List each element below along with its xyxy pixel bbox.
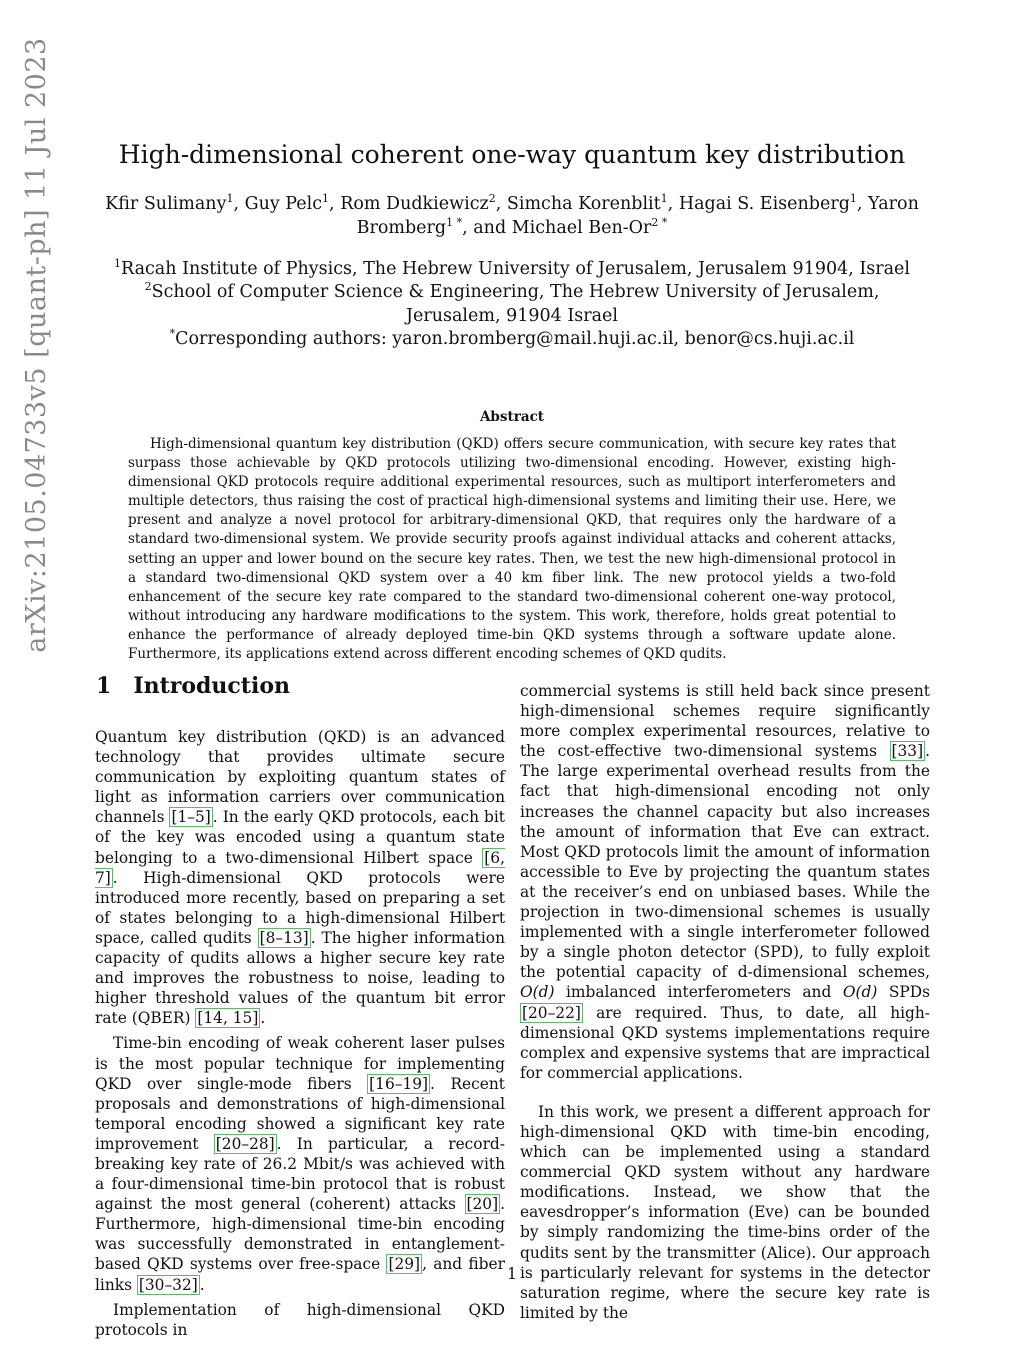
paragraph — [95, 727, 505, 1028]
citation-link[interactable]: [14, 15] — [197, 1009, 259, 1028]
citation-link[interactable]: [20] — [466, 1195, 499, 1214]
author-affil-mark: 2 — [488, 192, 496, 206]
affiliation-mark: 1 — [114, 257, 121, 271]
affiliations — [100, 258, 924, 351]
paragraph-text: Implementation of high-dimensional QKD protocols in — [95, 1300, 505, 1339]
author-name: Hagai S. Eisenberg — [678, 194, 850, 214]
author-affil-mark: 1 — [322, 192, 330, 206]
author-affil-mark: 1 — [660, 192, 668, 206]
paragraph-text: . In particular, a record-breaking key rate of 26.2 Mbit/s was achieved with a four-dimensional time-bin protocol that is robust against the most general (coherent) attacks — [95, 1134, 505, 1214]
corresponding-authors — [100, 328, 924, 351]
paragraph-text: commercial systems is still held back since present high-dimensional schemes require significantly more complex experimental resources, relative to the cost-effective two-dimensional systems — [520, 682, 930, 761]
citation-link[interactable]: [8–13] — [259, 928, 309, 947]
paragraph-text: Time-bin encoding of weak coherent laser pulses is the most popular technique for implementing QKD over single-mode fibers — [95, 1034, 505, 1093]
paragraph-text: are required. Thus, to date, all high-dimensional QKD systems implementations require complex and expensive systems that are impractical for commercial applications. — [520, 1003, 930, 1082]
affiliation-text: Racah Institute of Physics, The Hebrew University of Jerusalem, Jerusalem 91904, Israel — [121, 259, 910, 279]
page-number: 1 — [507, 1265, 517, 1283]
author-affil-mark: 1 — [849, 192, 857, 206]
author-name: Guy Pelc — [244, 194, 323, 214]
author-name: Simcha Korenblit — [506, 194, 661, 214]
citation-link[interactable]: [6, 7] — [95, 848, 505, 887]
affiliation-1 — [100, 258, 924, 281]
math-expression: O(d) — [842, 983, 878, 1002]
paragraph-text: . The large experimental overhead results from the fact that high-dimensional encoding not only increases the channel capacity but also increases the amount of information that Eve can extract. Most QKD protocols limit the amount of information accessible to Eve by projecting the quantum states at the receiver’s end on unbiased bases. While the projection in two-dimensional schemes is usually implemented with a single interferometer followed by a single photon detector (SPD), to fully exploit the potential capacity of d-dimensional schemes, — [520, 742, 930, 982]
citation-link[interactable]: [29] — [388, 1255, 421, 1274]
paragraph-text: Quantum key distribution (QKD) is an advanced technology that provides ultimate secure communication by exploiting quantum states of light as information carriers over communication channels — [95, 728, 505, 827]
citation-link[interactable]: [20–22] — [522, 1003, 581, 1022]
arxiv-stamp-text: arXiv:2105.04733v5 [quant-ph] 11 Jul 2023 — [21, 37, 52, 653]
paragraph — [95, 1033, 505, 1294]
paragraph-text: . High-dimensional QKD protocols were introduced more recently, based on preparing a set of states belonging to a high-dimensional Hilbert space, called qudits — [95, 868, 505, 947]
section-title: Introduction — [133, 673, 290, 699]
paragraph-text: In this work, we present a different approach for high-dimensional QKD with time-bin encoding, which can be implemented using a standard commercial QKD system without any hardware modifications. Instead, we show that the eavesdropper’s information (Eve) can be bounded by simply randomizing the time-bins order of the qudits sent by the transmitter (Alice). Our approach is particularly relevant for systems in the detector saturation regime, where the secure key rate is limited by the — [520, 1102, 930, 1322]
paragraph-text: . In the early QKD protocols, each bit of the key was encoded using a quantum state belonging to a two-dimensional Hilbert space — [95, 808, 505, 867]
affiliation-text: School of Computer Science & Engineering, The Hebrew University of Jerusalem, Jerusalem, 91904 Israel — [151, 282, 880, 326]
paragraph — [520, 681, 930, 1083]
citation-link[interactable]: [16–19] — [369, 1074, 429, 1093]
paragraph-text: . Furthermore, high-dimensional time-bin encoding was successfully demonstrated in entanglement-based QKD systems over free-space — [95, 1195, 505, 1274]
section-number: 1 — [96, 673, 112, 699]
author-affil-mark: 1 * — [446, 215, 463, 229]
author-affil-mark: 1 — [226, 192, 234, 206]
author-list: Kfir Sulimany$^1$, Guy Pelc$^1$, Rom Dudkiewicz$^2$, Simcha Korenblit$^1$, Hagai S. Eisenberg$^1$, Yaron Bromberg$^{1 *}$, and Michael Ben-$Or^{2 *}$ — [105, 192, 919, 238]
author-name: Yaron Bromberg — [356, 194, 919, 238]
math-expression: O(d) — [520, 983, 555, 1002]
paragraph-text: . The higher information capacity of qudits allows a higher secure key rate and improves the robustness to noise, leading to higher threshold values of the quantum bit error rate (QBER) — [95, 928, 505, 1028]
paragraph-gap — [520, 1088, 930, 1102]
paragraph-text: . Recent proposals and demonstrations of high-dimensional temporal encoding showed a significant key rate improvement — [95, 1074, 505, 1153]
paragraph-text: . — [260, 1009, 266, 1028]
arxiv-stamp — [23, 35, 50, 655]
author-affil-mark: 2 * — [651, 215, 668, 229]
author-name: Rom Dudkiewicz — [340, 194, 489, 214]
citation-link[interactable]: [20–28] — [215, 1134, 275, 1153]
author-name: Kfir Sulimany — [105, 194, 227, 214]
right-column — [520, 681, 930, 1328]
abstract-body: High-dimensional quantum key distribution (QKD) offers secure communication, with secure key rates that surpass those achievable by QKD protocols utilizing two-dimensional encoding. However, existing high-dimensional QKD protocols require additional experimental resources, such as multiport interferometers and multiple detectors, thus raising the cost of practical high-dimensional systems and limiting their use. Here, we present and analyze a novel protocol for arbitrary-dimensional QKD, that requires only the hardware of a standard two-dimensional system. We provide security proofs against individual attacks and coherent attacks, setting an upper and lower bound on the secure key rates. Then, we test the new high-dimensional protocol in a standard two-dimensional QKD system over a 40 km fiber link. The new protocol yields a two-fold enhancement of the secure key rate compared to the standard two-dimensional coherent one-way protocol, without introducing any hardware modifications to the system. This work, therefore, holds great potential to enhance the performance of already deployed time-bin QKD systems through a software update alone. Furthermore, its applications extend across different encoding schemes of QKD qudits. — [128, 436, 896, 663]
citation-link[interactable]: [1–5] — [171, 808, 211, 827]
section-heading — [96, 673, 290, 699]
citation-link[interactable]: [33] — [891, 742, 924, 761]
corresponding-mark: * — [169, 326, 176, 340]
affiliation-2 — [100, 281, 924, 328]
affiliation-mark: 2 — [144, 280, 152, 294]
paragraph-text: , and fiber links — [95, 1255, 505, 1294]
paragraph-text: . — [199, 1275, 205, 1294]
left-column — [95, 727, 505, 1345]
paragraph — [520, 1102, 930, 1323]
paragraph-text: SPDs — [877, 983, 930, 1002]
corresponding-text: Corresponding authors: yaron.bromberg@mail.huji.ac.il, benor@cs.huji.ac.il — [175, 328, 855, 349]
paper-title: High-dimensional coherent one-way quantum key distribution — [118, 140, 906, 169]
paragraph — [95, 1300, 505, 1340]
author-conjunction: and — [473, 217, 507, 238]
paragraph-text: imbalanced interferometers and — [554, 983, 843, 1002]
citation-link[interactable]: [30–32] — [138, 1275, 198, 1294]
author-name: Michael Ben-Or — [511, 217, 652, 238]
abstract-heading: Abstract — [479, 409, 545, 425]
